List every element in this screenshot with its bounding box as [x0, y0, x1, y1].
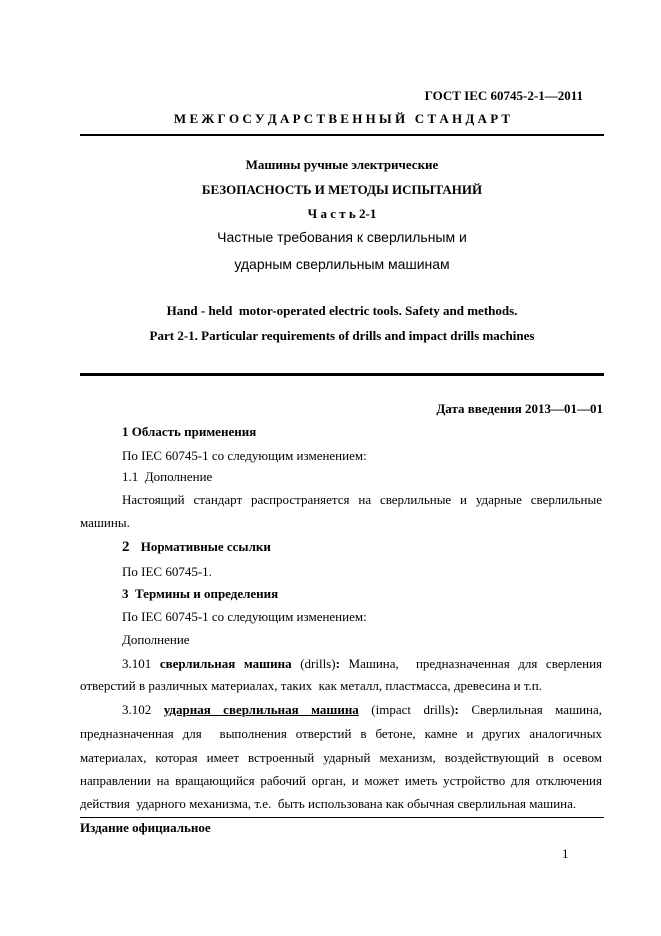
section-2-text: По IEC 60745-1. — [122, 564, 212, 579]
title-line-2: БЕЗОПАСНОСТЬ И МЕТОДЫ ИСПЫТАНИЙ — [201, 182, 483, 197]
section-2-title: Нормативные ссылки — [140, 539, 271, 554]
definition-text: Машина, предназначенная для сверления — [348, 656, 603, 671]
section-3-addition: Дополнение — [122, 632, 190, 647]
title-english-1: Hand - held motor-operated electric tools. Safety and methods. — [166, 303, 518, 318]
section-2-heading — [122, 539, 271, 556]
standard-type: М Е Ж Г О С У Д А Р С Т В Е Н Н Ы Й С Т А Н Д А Р Т — [173, 111, 511, 126]
definition-3-102-line-3: материалах, которая имеет встроенный ударный механизм, воздействующий в осевом — [80, 750, 602, 765]
section-1-scope-line-2: машины. — [80, 515, 130, 530]
official-edition: Издание официальное — [80, 820, 211, 835]
section-1-1-text: 1.1 Дополнение — [122, 469, 213, 484]
title-subtitle-2: ударным сверлильным машинам — [234, 256, 450, 272]
definition-english: (drills) — [300, 656, 336, 671]
title-english-2: Part 2-1. Particular requirements of drills and impact drills machines — [149, 328, 535, 343]
section-1-text: По IEC 60745-1 со следующим изменением: — [122, 448, 367, 463]
title-part: Ч а с т ь 2-1 — [307, 206, 377, 221]
definition-term: ударная сверлильная машина — [163, 702, 359, 717]
definition-number: 3.102 — [122, 702, 152, 717]
definition-text: Сверлильная машина, — [471, 702, 603, 717]
definition-3-102-line-2: предназначенная для выполнения отверстий в бетоне, камне и других аналогичных — [80, 726, 602, 741]
section-3-text: По IEC 60745-1 со следующим изменением: — [122, 609, 367, 624]
definition-3-102-line-4: направлении на вращающийся рабочий орган, и может иметь устройство для отключения — [80, 773, 602, 788]
definition-3-102-line-1 — [122, 702, 602, 718]
section-1-heading: 1 Область применения — [122, 424, 257, 439]
document-number: ГОСТ IEC 60745-2-1—2011 — [424, 88, 583, 103]
title-line-1: Машины ручные электрические — [245, 157, 439, 172]
definition-3-101-line-1 — [122, 656, 602, 672]
page-number: 1 — [562, 846, 569, 861]
title-rule — [80, 373, 604, 376]
title-subtitle-1: Частные требования к сверлильным и — [217, 229, 467, 245]
header-rule — [80, 134, 604, 136]
definition-colon: : — [454, 702, 459, 717]
section-2-number: 2 — [122, 539, 130, 555]
definition-english: (impact drills) — [371, 702, 455, 717]
introduction-date: Дата введения 2013—01—01 — [436, 401, 603, 416]
definition-colon: : — [335, 656, 340, 671]
footer-rule — [80, 817, 604, 818]
definition-3-101-line-2: отверстий в различных материалах, таких как металл, пластмасса, древесина и т.п. — [80, 678, 542, 693]
definition-term: сверлильная машина — [159, 656, 292, 671]
definition-3-102-line-5: действия ударного механизма, т.е. быть использована как обычная сверлильная машина. — [80, 796, 577, 811]
definition-number: 3.101 — [122, 656, 152, 671]
section-3-heading: 3 Термины и определения — [122, 586, 279, 601]
section-1-scope-line-1: Настоящий стандарт распространяется на сверлильные и ударные сверлильные — [122, 492, 602, 507]
